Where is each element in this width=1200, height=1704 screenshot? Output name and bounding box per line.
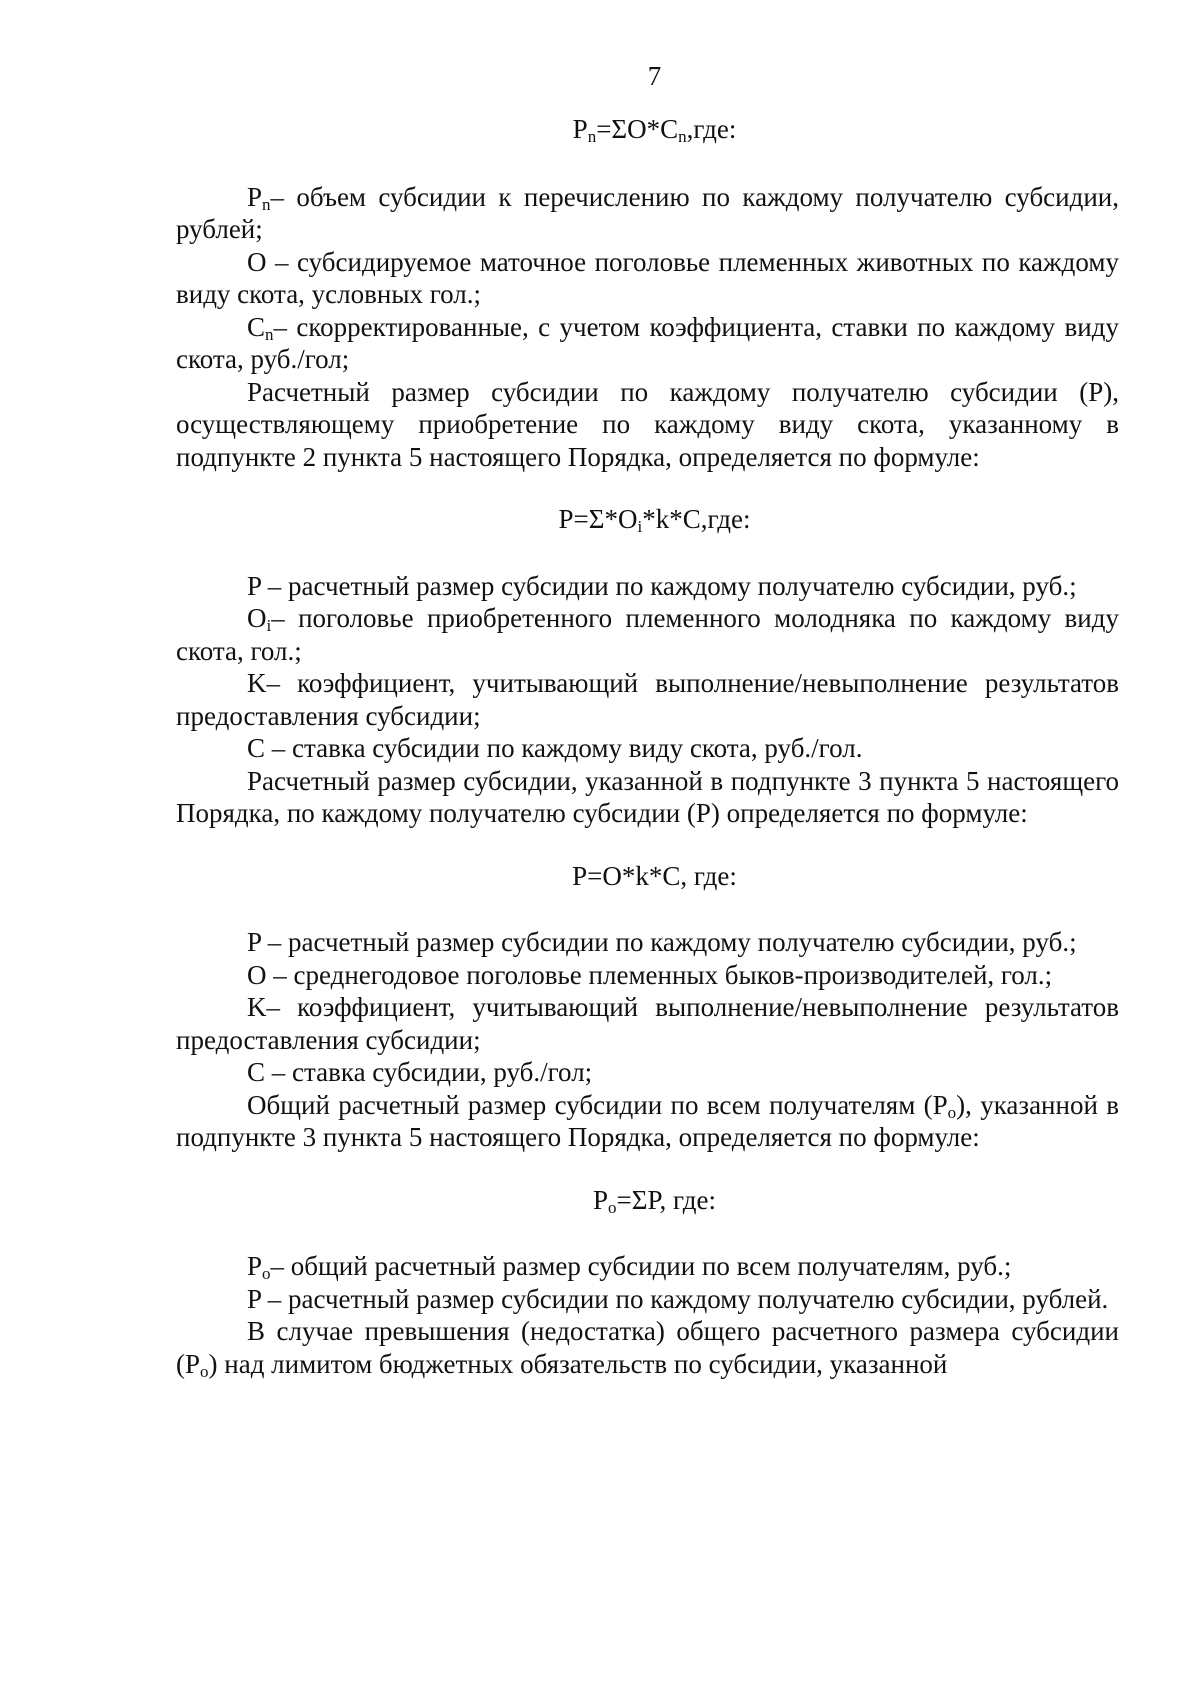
text-part: P – расчетный размер субсидии по каждому получателю субсидии, руб.; bbox=[247, 927, 1077, 957]
text-part: P bbox=[247, 1251, 263, 1281]
text-subscript: n bbox=[262, 194, 271, 214]
text-part: O – среднегодовое поголовье племенных быков-производителей, гол.; bbox=[247, 959, 1053, 990]
formula-part: P=O*k*C, где: bbox=[572, 860, 737, 891]
definition-po bbox=[176, 1250, 1119, 1283]
formula-part: =ΣO*C bbox=[596, 114, 679, 144]
text-part: Общий расчетный размер субсидии по всем получателям (P bbox=[247, 1089, 948, 1120]
definition-pn bbox=[176, 181, 1119, 246]
formula-p-bulls bbox=[176, 860, 1119, 893]
text-subscript: n bbox=[265, 324, 274, 344]
paragraph-calc-total bbox=[176, 1089, 1119, 1154]
definition-c bbox=[176, 732, 1119, 765]
formula-part: P bbox=[593, 1184, 609, 1215]
text-part: – общий расчетный размер субсидии по всем получателям, руб.; bbox=[270, 1251, 1012, 1281]
text-part: P – расчетный размер субсидии по каждому получателю субсидии, рублей. bbox=[247, 1283, 1109, 1314]
text-part: ) над лимитом бюджетных обязательств по субсидии, указанной bbox=[208, 1348, 948, 1379]
definition-oi bbox=[176, 602, 1119, 667]
text-subscript: o bbox=[262, 1264, 271, 1283]
text-subscript: i bbox=[266, 616, 272, 635]
formula-part: P=Σ*O bbox=[558, 504, 638, 534]
definition-p bbox=[176, 926, 1119, 959]
text-part: O bbox=[247, 603, 267, 633]
definition-k bbox=[176, 667, 1119, 732]
text-part: K– коэффициент, учитывающий выполнение/невыполнение результатов предоставления субсидии; bbox=[176, 992, 1119, 1055]
text-part: P bbox=[247, 181, 263, 212]
text-part: – объем субсидии к перечислению по каждому получателю субсидии, рублей; bbox=[176, 181, 1119, 244]
text-part: – поголовье приобретенного племенного молодняка по каждому виду скота, гол.; bbox=[176, 603, 1119, 666]
text-part: – скорректированные, с учетом коэффициента, ставки по каждому виду скота, руб./гол; bbox=[176, 311, 1119, 374]
text-part: C bbox=[247, 311, 266, 342]
document-page bbox=[176, 60, 1119, 1380]
formula-p-acquisition bbox=[176, 503, 1119, 536]
text-part: C – ставка субсидии, руб./гол; bbox=[247, 1057, 593, 1087]
definition-o bbox=[176, 246, 1119, 311]
text-part: C – ставка субсидии по каждому виду скота, руб./гол. bbox=[247, 733, 863, 763]
formula-subscript: n bbox=[587, 127, 597, 146]
text-part: В случае превышения (недостатка) общего расчетного размера субсидии (P bbox=[176, 1316, 1119, 1379]
definition-p bbox=[176, 570, 1119, 603]
formula-part: =ΣP, где: bbox=[616, 1184, 716, 1215]
text-part: O – субсидируемое маточное поголовье племенных животных по каждому виду скота, условных гол.; bbox=[176, 246, 1119, 309]
formula-subscript: i bbox=[637, 517, 643, 536]
text-part: ), указанной в подпункте 3 пункта 5 настоящего Порядка, определяется по формуле: bbox=[176, 1089, 1119, 1152]
text-part: Расчетный размер субсидии, указанной в подпункте 3 пункта 5 настоящего Порядка, по каждому получателю субсидии (P) определяется по формуле: bbox=[176, 765, 1119, 828]
definition-o bbox=[176, 959, 1119, 992]
formula-subscript: o bbox=[608, 1197, 617, 1217]
text-part: K– коэффициент, учитывающий выполнение/невыполнение результатов предоставления субсидии; bbox=[176, 668, 1119, 731]
paragraph-calc-bulls bbox=[176, 765, 1119, 830]
page-number: 7 bbox=[647, 61, 662, 91]
formula-part: *k*C,где: bbox=[642, 504, 751, 534]
formula-part: P bbox=[572, 114, 588, 144]
formula-pn bbox=[176, 113, 1119, 146]
definition-k bbox=[176, 991, 1119, 1056]
formula-part: ,где: bbox=[686, 114, 737, 144]
definition-cn bbox=[176, 311, 1119, 376]
definition-p bbox=[176, 1283, 1119, 1316]
paragraph-calc-acquisition bbox=[176, 376, 1119, 474]
text-subscript: o bbox=[200, 1361, 209, 1381]
text-part: Расчетный размер субсидии по каждому получателю субсидии (P), осуществляющему приобретение по каждому виду скота, указанному в подпункте 2 пункта 5 настоящего Порядка, определяется по формуле: bbox=[176, 376, 1119, 472]
formula-po bbox=[176, 1184, 1119, 1217]
formula-subscript: n bbox=[678, 127, 687, 146]
text-part: P – расчетный размер субсидии по каждому получателю субсидии, руб.; bbox=[247, 570, 1077, 601]
definition-c bbox=[176, 1056, 1119, 1089]
paragraph-excess-shortage bbox=[176, 1315, 1119, 1380]
text-subscript: o bbox=[947, 1102, 957, 1122]
